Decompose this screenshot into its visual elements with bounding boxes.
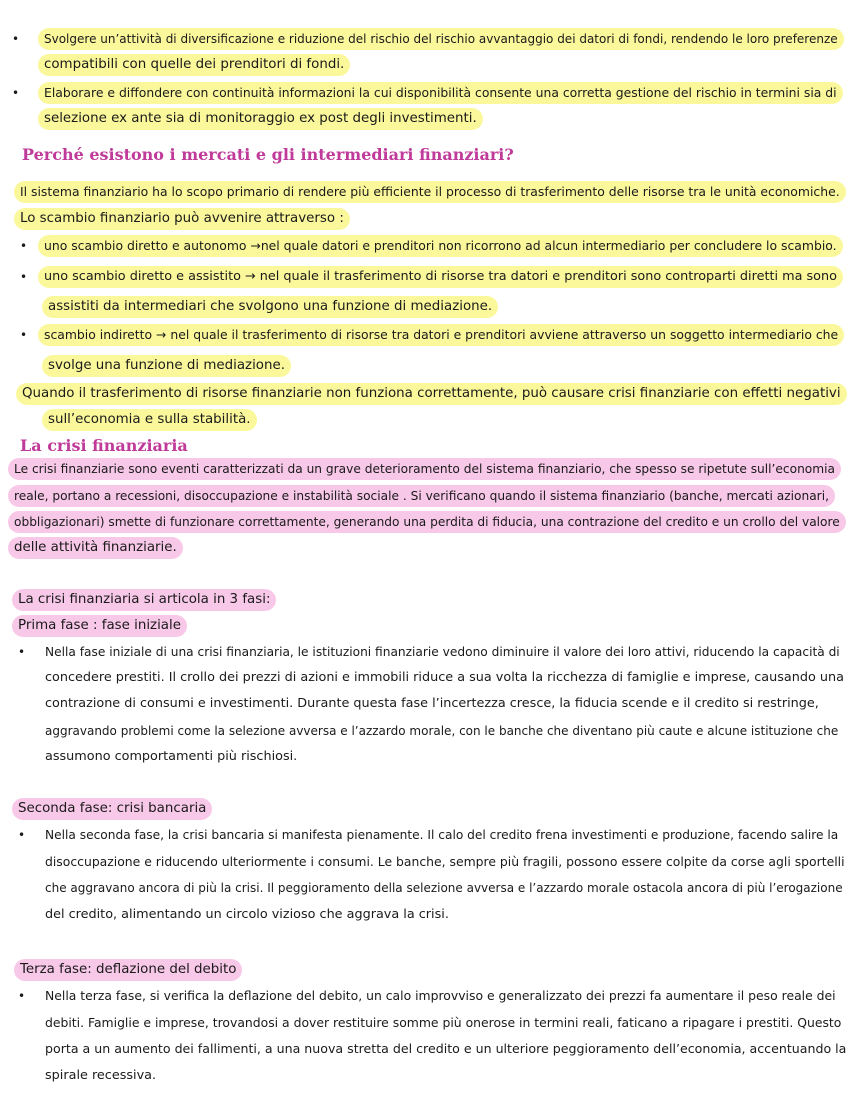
bullet-dot: • — [18, 645, 26, 659]
phase-3-line-3: porta a un aumento dei fallimenti, a una nuova stretta del credito e un ulteriore peggioramento dell’economia, accentuando la — [45, 1041, 847, 1056]
crisis-line-3: obbligazionari) smette di funzionare correttamente, generando una perdita di fiducia, una contrazione del credito e un crollo del valore — [8, 511, 846, 533]
phase-1-line-2: concedere prestiti. Il crollo dei prezzi di azioni e immobili riduce a sua volta la ricchezza di famiglie e imprese, causando una — [45, 670, 844, 685]
exchange-line: Lo scambio finanziario può avvenire attraverso : — [14, 208, 350, 230]
phase-2-title: Seconda fase: crisi bancaria — [12, 798, 212, 820]
phase-1-line-5: assumono comportamenti più rischiosi. — [45, 749, 298, 764]
bullet-dot: • — [20, 239, 28, 253]
section-heading-crisis: La crisi finanziaria — [20, 436, 188, 455]
top-bullet-line-1: Svolgere un’attività di diversificazione e riduzione del rischio del rischio avvantaggio dei datori di fondi, rendendo le loro preferenze — [38, 28, 844, 50]
crisis-line-4: delle attività finanziarie. — [8, 537, 183, 559]
bullet-dot: • — [20, 328, 28, 342]
bullet-dot: • — [18, 989, 26, 1003]
phase-1-line-3: contrazione di consumi e investimenti. Durante questa fase l’incertezza cresce, la fiducia scende e il credito si restringe, — [45, 696, 819, 711]
exchange-bullet-2-line-1: uno scambio diretto e assistito → nel quale il trasferimento di risorse tra datori e prenditori sono controparti diretti ma sono — [38, 266, 843, 288]
phase-1-line-1: Nella fase iniziale di una crisi finanziaria, le istituzioni finanziarie vedono diminuire il valore dei loro attivi, riducendo la capacità di — [45, 645, 840, 659]
phase-3-line-2: debiti. Famiglie e imprese, trovandosi a dover restituire somme più onerose in termini reali, faticano a ripagare i prestiti. Questo — [45, 1015, 842, 1030]
phase-2-line-3: che aggravano ancora di più la crisi. Il peggioramento della selezione avversa e l’azzardo morale ostacola ancora di più l’erogazione — [45, 881, 843, 895]
top-bullet-line-3: Elaborare e diffondere con continuità informazioni la cui disponibilità consente una corretta gestione del rischio in termini sia di — [38, 82, 843, 104]
closing-line-1: Quando il trasferimento di risorse finanziarie non funziona correttamente, può causare crisi finanziarie con effetti negativi — [16, 383, 847, 405]
crisis-line-1: Le crisi finanziarie sono eventi caratterizzati da un grave deterioramento del sistema finanziario, che spesso se ripetute sull’economia — [8, 458, 841, 480]
exchange-bullet-1: uno scambio diretto e autonomo →nel quale datori e prenditori non ricorrono ad alcun intermediario per concludere lo scambio. — [38, 235, 843, 257]
phase-3-line-4: spirale recessiva. — [45, 1068, 157, 1083]
top-bullet-line-4: selezione ex ante sia di monitoraggio ex post degli investimenti. — [38, 108, 483, 130]
exchange-bullet-2-line-2: assistiti da intermediari che svolgono una funzione di mediazione. — [42, 296, 498, 318]
intro-line: Il sistema finanziario ha lo scopo primario di rendere più efficiente il processo di trasferimento delle risorse tra le unità economiche. — [14, 181, 846, 203]
phase-2-line-4: del credito, alimentando un circolo vizioso che aggrava la crisi. — [45, 907, 449, 922]
bullet-dot: • — [20, 270, 28, 284]
phases-intro: La crisi finanziaria si articola in 3 fasi: — [12, 589, 276, 611]
exchange-bullet-3-line-2: svolge una funzione di mediazione. — [42, 355, 291, 377]
phase-2-line-1: Nella seconda fase, la crisi bancaria si manifesta pienamente. Il calo del credito frena investimenti e produzione, facendo salire la — [45, 828, 839, 842]
crisis-line-2: reale, portano a recessioni, disoccupazione e instabilità sociale . Si verificano quando il sistema finanziario (banche, mercati azionari, — [8, 485, 835, 507]
phase-2-line-2: disoccupazione e riducendo ulteriormente i consumi. Le banche, sempre più fragili, possono essere colpite da corse agli sportelli — [45, 854, 845, 869]
phase-3-line-1: Nella terza fase, si verifica la deflazione del debito, un calo improvviso e generalizzato dei prezzi fa aumentare il peso reale dei — [45, 988, 836, 1003]
exchange-bullet-3-line-1: scambio indiretto → nel quale il trasferimento di risorse tra datori e prenditori avviene attraverso un soggetto intermediario che — [38, 324, 844, 346]
bullet-dot: • — [12, 32, 20, 46]
bullet-dot: • — [18, 828, 26, 842]
section-heading-markets: Perché esistono i mercati e gli intermediari finanziari? — [22, 145, 514, 164]
phase-1-line-4: aggravando problemi come la selezione avversa e l’azzardo morale, con le banche che diventano più caute e alcune istituzione che — [45, 724, 839, 738]
phase-3-title: Terza fase: deflazione del debito — [14, 959, 242, 981]
closing-line-2: sull’economia e sulla stabilità. — [42, 409, 257, 431]
bullet-dot: • — [12, 86, 20, 100]
phase-1-title: Prima fase : fase iniziale — [12, 615, 187, 637]
top-bullet-line-2: compatibili con quelle dei prenditori di fondi. — [38, 54, 350, 76]
